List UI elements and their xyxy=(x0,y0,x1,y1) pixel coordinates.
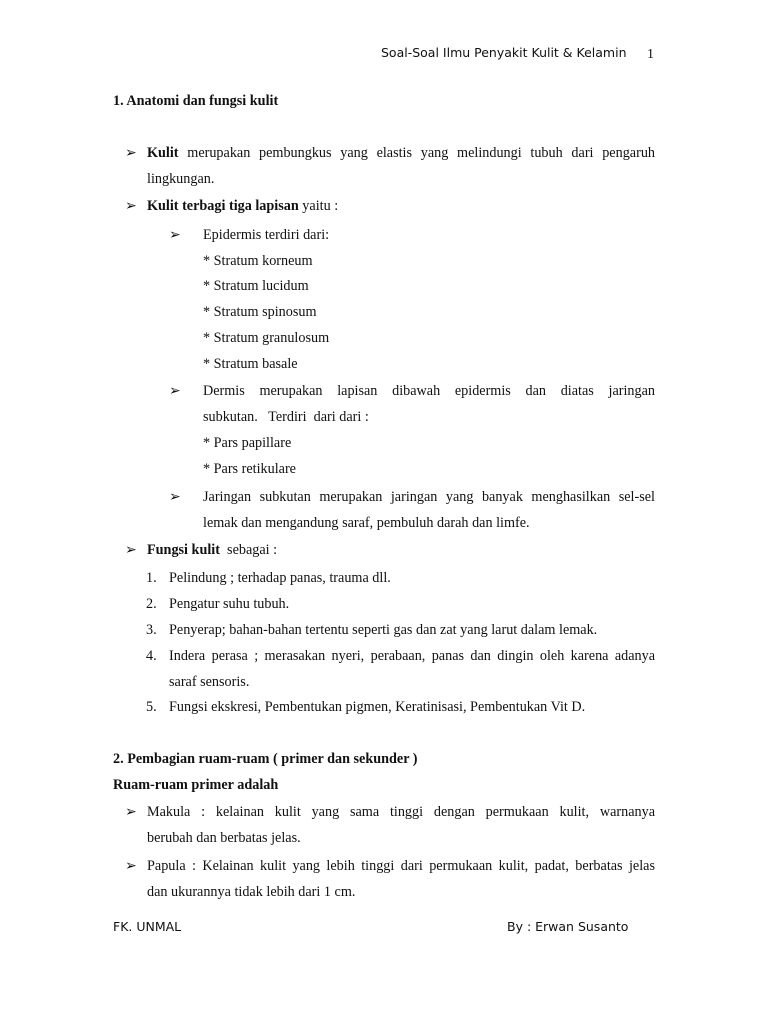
list-number: 4. xyxy=(146,648,157,664)
arrow-bullet-icon: ➢ xyxy=(169,384,181,399)
epidermis-item: * Stratum korneum xyxy=(203,253,313,269)
section1-heading: 1. Anatomi dan fungsi kulit xyxy=(113,93,279,109)
fungsi-line xyxy=(147,542,277,559)
list-number: 5. xyxy=(146,699,157,715)
list-number: 3. xyxy=(146,622,157,638)
kulit-line1 xyxy=(147,145,655,162)
arrow-bullet-icon: ➢ xyxy=(169,228,181,243)
arrow-bullet-icon: ➢ xyxy=(125,199,137,214)
list-item: Pelindung ; terhadap panas, trauma dll. xyxy=(169,570,391,586)
list-number: 1. xyxy=(146,570,157,586)
papula-line2: dan ukurannya tidak lebih dari 1 cm. xyxy=(147,884,356,900)
dermis-line1: Dermis merupakan lapisan dibawah epidermis dan diatas jaringan xyxy=(203,383,655,399)
fungsi-term: Fungsi kulit xyxy=(147,542,220,558)
lapisan-line xyxy=(147,198,338,215)
list-item: Penyerap; bahan-bahan tertentu seperti gas dan zat yang larut dalam lemak. xyxy=(169,622,598,638)
arrow-bullet-icon: ➢ xyxy=(125,146,137,161)
section2-subheading: Ruam-ruam primer adalah xyxy=(113,777,279,793)
footer-left: FK. UNMAL xyxy=(113,919,182,934)
kulit-line2: lingkungan. xyxy=(147,171,215,187)
list-item: Indera perasa ; merasakan nyeri, perabaan, panas dan dingin oleh karena adanya xyxy=(169,648,655,664)
kulit-text: merupakan pembungkus yang elastis yang melindungi tubuh dari pengaruh xyxy=(187,145,656,161)
epidermis-item: * Stratum granulosum xyxy=(203,330,330,346)
kulit-term: Kulit xyxy=(147,145,179,161)
list-item: Pengatur suhu tubuh. xyxy=(169,596,290,612)
lapisan-term: Kulit terbagi tiga lapisan xyxy=(147,198,299,214)
arrow-bullet-icon: ➢ xyxy=(125,543,137,558)
epidermis-intro: Epidermis terdiri dari: xyxy=(203,227,330,243)
footer-right: By : Erwan Susanto xyxy=(507,919,629,934)
arrow-bullet-icon: ➢ xyxy=(125,859,137,874)
dermis-item: * Pars papillare xyxy=(203,435,292,451)
epidermis-item: * Stratum spinosum xyxy=(203,304,317,320)
list-item-cont: saraf sensoris. xyxy=(169,674,250,690)
list-number: 2. xyxy=(146,596,157,612)
dermis-line2: subkutan. Terdiri dari dari : xyxy=(203,409,369,425)
lapisan-rest: yaitu : xyxy=(302,198,339,214)
makula-line1: Makula : kelainan kulit yang sama tinggi dengan permukaan kulit, warnanya xyxy=(147,804,655,820)
makula-line2: berubah dan berbatas jelas. xyxy=(147,830,301,846)
subkutan-line1: Jaringan subkutan merupakan jaringan yang banyak menghasilkan sel-sel xyxy=(203,489,655,505)
section2-heading: 2. Pembagian ruam-ruam ( primer dan sekunder ) xyxy=(113,751,418,767)
page-number: 1 xyxy=(647,47,654,62)
papula-line1: Papula : Kelainan kulit yang lebih tinggi dari permukaan kulit, padat, berbatas jelas xyxy=(147,858,655,874)
arrow-bullet-icon: ➢ xyxy=(125,805,137,820)
epidermis-item: * Stratum lucidum xyxy=(203,278,309,294)
subkutan-line2: lemak dan mengandung saraf, pembuluh darah dan limfe. xyxy=(203,515,530,531)
fungsi-rest: sebagai : xyxy=(227,542,278,558)
epidermis-item: * Stratum basale xyxy=(203,356,298,372)
header-title: Soal-Soal Ilmu Penyakit Kulit & Kelamin xyxy=(381,45,627,60)
dermis-item: * Pars retikulare xyxy=(203,461,296,477)
arrow-bullet-icon: ➢ xyxy=(169,490,181,505)
list-item: Fungsi ekskresi, Pembentukan pigmen, Keratinisasi, Pembentukan Vit D. xyxy=(169,699,586,715)
